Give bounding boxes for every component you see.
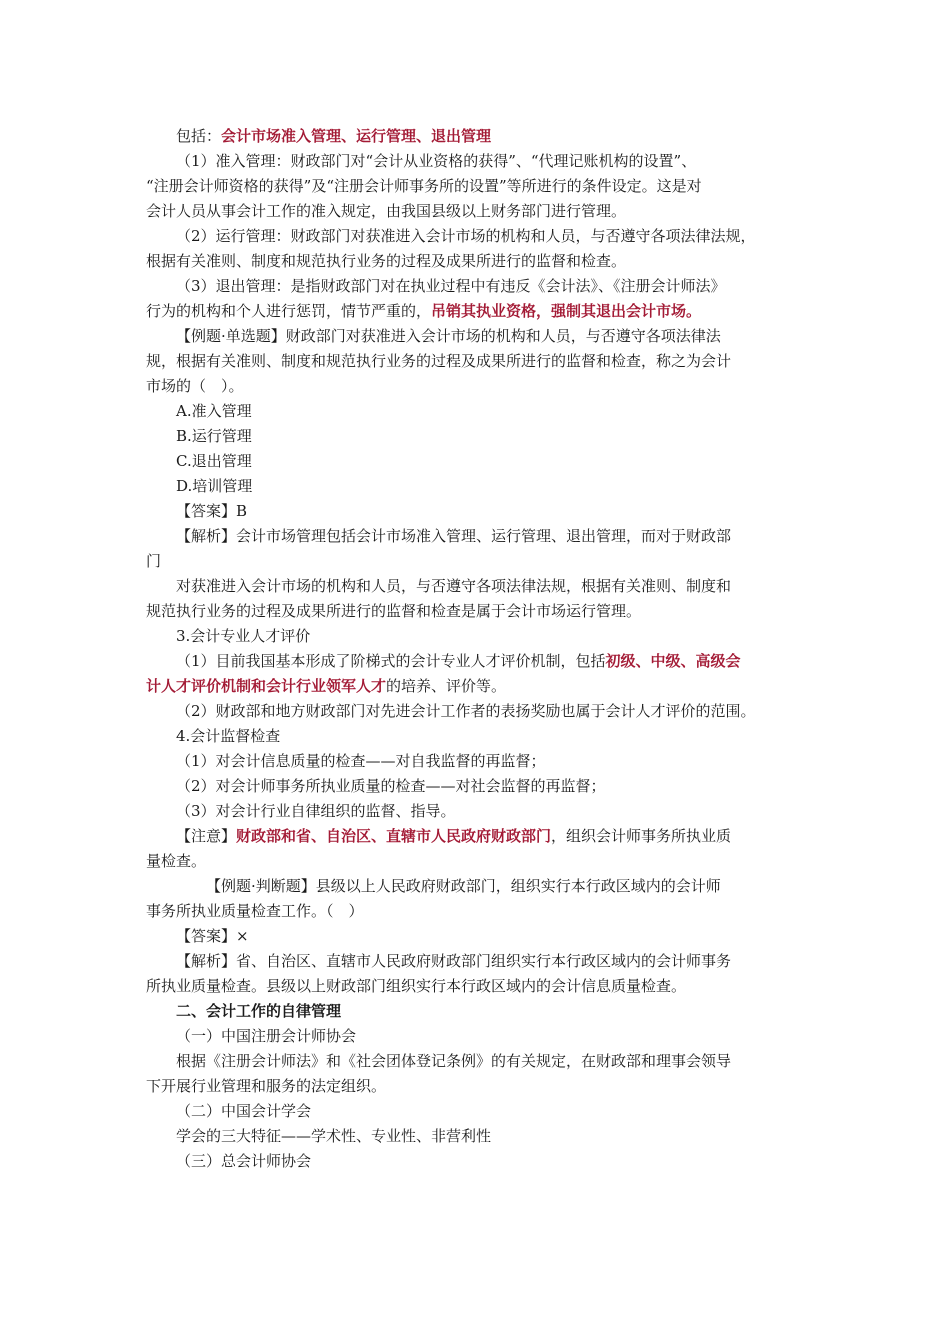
option-d: D.培训管理 (176, 477, 253, 495)
list-item: （1）对会计信息质量的检查——对自我监督的再监督； (176, 752, 546, 770)
paragraph-line: （1）目前我国基本形成了阶梯式的会计专业人才评价机制，包括初级、中级、高级会 (176, 652, 741, 670)
section-heading: 4.会计监督检查 (176, 727, 281, 745)
option-c: C.退出管理 (176, 452, 252, 470)
paragraph-line: 根据《注册会计师法》和《社会团体登记条例》的有关规定，在财政部和理事会领导 (176, 1052, 732, 1070)
answer-line: 【答案】× (176, 927, 249, 945)
paragraph-line: 会计人员从事会计工作的准入规定，由我国县级以上财务部门进行管理。 (146, 202, 627, 220)
paragraph-line: 根据有关准则、制度和规范执行业务的过程及成果所进行的监督和检查。 (146, 252, 627, 270)
subsection-heading: （二）中国会计学会 (176, 1102, 312, 1120)
paragraph-line: 学会的三大特征——学术性、专业性、非营利性 (176, 1127, 492, 1145)
highlight-text: 财政部和省、自治区、直辖市人民政府财政部门 (236, 827, 552, 845)
analysis-line: 规范执行业务的过程及成果所进行的监督和检查是属于会计市场运行管理。 (146, 602, 642, 620)
analysis-line: 门 (146, 552, 162, 570)
question-line: 规，根据有关准则、制度和规范执行业务的过程及成果所进行的监督和检查，称之为会计 (146, 352, 732, 370)
analysis-line: 所执业质量检查。县级以上财政部门组织实行本行政区域内的会计信息质量检查。 (146, 977, 687, 995)
section-title: 二、会计工作的自律管理 (176, 1002, 342, 1020)
option-a: A.准入管理 (176, 402, 252, 420)
highlight-text: 吊销其执业资格，强制其退出会计市场。 (431, 302, 702, 320)
analysis-line: 【解析】会计市场管理包括会计市场准入管理、运行管理、退出管理，而对于财政部 (176, 527, 732, 545)
paragraph-line: （2）财政部和地方财政部门对先进会计工作者的表扬奖励也属于会计人才评价的范围。 (176, 702, 756, 720)
paragraph-line: 下开展行业管理和服务的法定组织。 (146, 1077, 387, 1095)
paragraph-line: 行为的机构和个人进行惩罚，情节严重的，吊销其执业资格，强制其退出会计市场。 (146, 302, 702, 320)
highlight-text: 初级、中级、高级会 (605, 652, 741, 670)
question-line: 【例题·判断题】县级以上人民政府财政部门，组织实行本行政区域内的会计师 (206, 877, 721, 895)
question-line: 事务所执业质量检查工作。（ ） (146, 902, 364, 920)
paragraph-line: （2）运行管理：财政部门对获准进入会计市场的机构和人员，与否遵守各项法律法规， (176, 227, 756, 245)
note-line: 量检查。 (146, 852, 207, 870)
document-page (146, 124, 812, 1174)
highlight-text: 计人才评价机制和会计行业领军人才 (146, 677, 387, 695)
list-item: （2）对会计师事务所执业质量的检查——对社会监督的再监督； (176, 777, 606, 795)
analysis-line: 对获准进入会计市场的机构和人员，与否遵守各项法律法规，根据有关准则、制度和 (176, 577, 732, 595)
paragraph-line: 计人才评价机制和会计行业领军人才的培养、评价等。 (146, 677, 507, 695)
paragraph-line: “注册会计师资格的获得”及“注册会计师事务所的设置”等所进行的条件设定。这是对 (146, 177, 702, 195)
subsection-heading: （三）总会计师协会 (176, 1152, 312, 1170)
section-heading: 3.会计专业人才评价 (176, 627, 311, 645)
question-line: 市场的（ ）。 (146, 377, 244, 395)
subsection-heading: （一）中国注册会计师协会 (176, 1027, 357, 1045)
answer-line: 【答案】B (176, 502, 248, 520)
analysis-line: 【解析】省、自治区、直辖市人民政府财政部门组织实行本行政区域内的会计师事务 (176, 952, 732, 970)
option-b: B.运行管理 (176, 427, 252, 445)
note-line: 【注意】财政部和省、自治区、直辖市人民政府财政部门，组织会计师事务所执业质 (176, 827, 732, 845)
paragraph-line: （1）准入管理：财政部门对“会计从业资格的获得”、“代理记账机构的设置”、 (176, 152, 697, 170)
list-item: （3）对会计行业自律组织的监督、指导。 (176, 802, 456, 820)
paragraph-line: （3）退出管理：是指财政部门对在执业过程中有违反《会计法》、《注册会计师法》 (176, 277, 726, 295)
question-line: 【例题·单选题】财政部门对获准进入会计市场的机构和人员，与否遵守各项法律法 (176, 327, 721, 345)
summary-line: 包括：会计市场准入管理、运行管理、退出管理 (176, 127, 492, 145)
highlight-text: 会计市场准入管理、运行管理、退出管理 (221, 127, 492, 145)
